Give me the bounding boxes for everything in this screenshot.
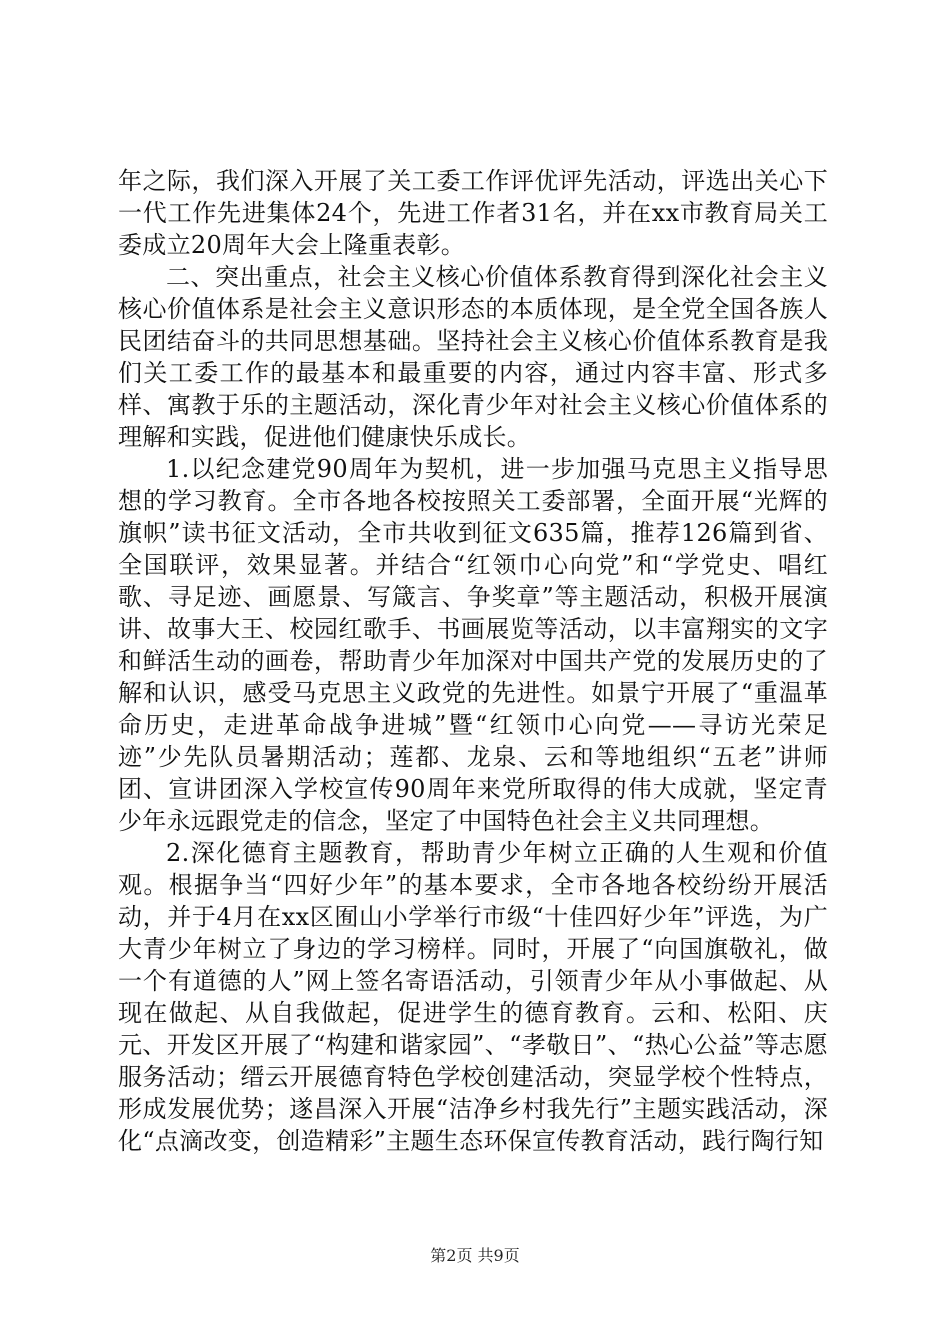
- document-body: [118, 165, 828, 1157]
- page-number-footer: 第2页 共9页: [430, 1246, 520, 1265]
- paragraph-3: 1.以纪念建党90周年为契机，进一步加强马克思主义指导思想的学习教育。全市各地各校按照关工委部署，全面开展“光辉的旗帜”读书征文活动，全市共收到征文635篇，推荐126篇到省、全国联评，效果显著。并结合“红领巾心向党”和“学党史、唱红歌、寻足迹、画愿景、写箴言、争奖章”等主题活动，积极开展演讲、故事大王、校园红歌手、书画展览等活动，以丰富翔实的文字和鲜活生动的画卷，帮助青少年加深对中国共产党的发展历史的了解和认识，感受马克思主义政党的先进性。如景宁开展了“重温革命历史，走进革命战争进城”暨“红领巾心向党——寻访光荣足迹”少先队员暑期活动；莲都、龙泉、云和等地组织“五老”讲师团、宣讲团深入学校宣传90周年来党所取得的伟大成就，坚定青少年永远跟党走的信念，坚定了中国特色社会主义共同理想。: [118, 455, 828, 835]
- paragraph-4: 2.深化德育主题教育，帮助青少年树立正确的人生观和价值观。根据争当“四好少年”的基本要求，全市各地各校纷纷开展活动，并于4月在xx区囿山小学举行市级“十佳四好少年”评选，为广大青少年树立了身边的学习榜样。同时，开展了“向国旗敬礼，做一个有道德的人”网上签名寄语活动，引领青少年从小事做起、从现在做起、从自我做起，促进学生的德育教育。云和、松阳、庆元、开发区开展了“构建和谐家园”、“孝敬日”、“热心公益”等志愿服务活动；缙云开展德育特色学校创建活动，突显学校个性特点，形成发展优势；遂昌深入开展“洁净乡村我先行”主题实践活动，深化“点滴改变，创造精彩”主题生态环保宣传教育活动，践行陶行知: [118, 839, 828, 1155]
- paragraph-2: 二、突出重点，社会主义核心价值体系教育得到深化社会主义核心价值体系是社会主义意识形态的本质体现，是全党全国各族人民团结奋斗的共同思想基础。坚持社会主义核心价值体系教育是我们关工委工作的最基本和最重要的内容，通过内容丰富、形式多样、寓教于乐的主题活动，深化青少年对社会主义核心价值体系的理解和实践，促进他们健康快乐成长。: [118, 263, 828, 451]
- paragraph-1: 年之际，我们深入开展了关工委工作评优评先活动，评选出关心下一代工作先进集体24个，先进工作者31名，并在xx市教育局关工委成立20周年大会上隆重表彰。: [118, 167, 828, 259]
